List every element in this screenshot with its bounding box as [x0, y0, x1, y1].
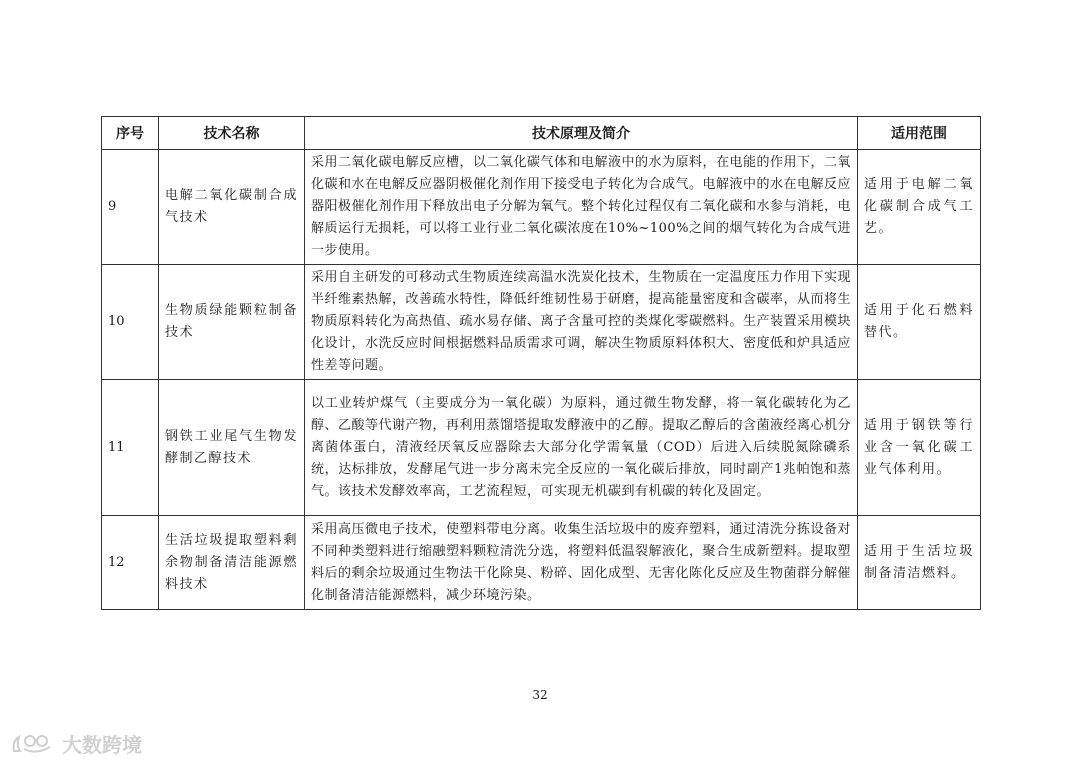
application-scope: 适用于电解二氧化碳制合成气工艺。 [858, 150, 981, 265]
row-number: 9 [102, 150, 159, 265]
technology-name: 生活垃圾提取塑料剩余物制备清洁能源燃料技术 [159, 516, 305, 610]
row-number: 12 [102, 516, 159, 610]
table-header-row [102, 117, 981, 150]
table-row [102, 150, 981, 265]
application-scope: 适用于钢铁等行业含一氧化碳工业气体利用。 [858, 380, 981, 516]
page-number: 32 [532, 688, 548, 702]
watermark-text: 大数跨境 [62, 733, 142, 757]
row-number: 10 [102, 265, 159, 380]
technology-name: 生物质绿能颗粒制备技术 [159, 265, 305, 380]
table-row [102, 380, 981, 516]
technology-description: 采用二氧化碳电解反应槽，以二氧化碳气体和电解液中的水为原料，在电能的作用下，二氧化碳和水在电解反应器阴极催化剂作用下接受电子转化为合成气。电解液中的水在电解反应器阳极催化剂作用下释放出电子分解为氧气。整个转化过程仅有二氧化碳和水参与消耗，电解质运行无损耗，可以将工业行业二氧化碳浓度在10%~100%之间的烟气转化为合成气进一步使用。 [305, 150, 858, 265]
header-scope: 适用范围 [858, 117, 981, 150]
table-row [102, 265, 981, 380]
technology-description: 采用自主研发的可移动式生物质连续高温水洗炭化技术，生物质在一定温度压力作用下实现半纤维素热解，改善疏水特性，降低纤维韧性易于研磨，提高能量密度和含碳率，从而将生物质原料转化为高热值、疏水易存储、离子含量可控的类煤化零碳燃料。生产装置采用模块化设计，水洗反应时间根据燃料品质需求可调，解决生物质原料体积大、密度低和炉具适应性差等问题。 [305, 265, 858, 380]
technology-name: 钢铁工业尾气生物发酵制乙醇技术 [159, 380, 305, 516]
technology-table [101, 116, 981, 610]
technology-description: 以工业转炉煤气（主要成分为一氧化碳）为原料，通过微生物发酵，将一氧化碳转化为乙醇、乙酸等代谢产物，再利用蒸馏塔提取发酵液中的乙醇。提取乙醇后的含菌液经离心机分离菌体蛋白，清液经厌氧反应器除去大部分化学需氧量（COD）后进入后续脱氮除磷系统，达标排放，发酵尾气进一步分离未完全反应的一氧化碳后排放，同时副产1兆帕饱和蒸气。该技术发酵效率高，工艺流程短，可实现无机碳到有机碳的转化及固定。 [305, 380, 858, 516]
header-name: 技术名称 [159, 117, 305, 150]
header-no: 序号 [102, 117, 159, 150]
table-row [102, 516, 981, 610]
application-scope: 适用于化石燃料替代。 [858, 265, 981, 380]
brand-logo-icon [10, 733, 56, 755]
technology-name: 电解二氧化碳制合成气技术 [159, 150, 305, 265]
watermark [10, 729, 142, 758]
row-number: 11 [102, 380, 159, 516]
application-scope: 适用于生活垃圾制备清洁燃料。 [858, 516, 981, 610]
header-desc: 技术原理及简介 [305, 117, 858, 150]
technology-description: 采用高压微电子技术，使塑料带电分离。收集生活垃圾中的废弃塑料，通过清洗分拣设备对不同种类塑料进行缩融塑料颗粒清洗分选，将塑料低温裂解液化，聚合生成新塑料。提取塑料后的剩余垃圾通过生物法干化除臭、粉碎、固化成型、无害化陈化反应及生物菌群分解催化制备清洁能源燃料，减少环境污染。 [305, 516, 858, 610]
